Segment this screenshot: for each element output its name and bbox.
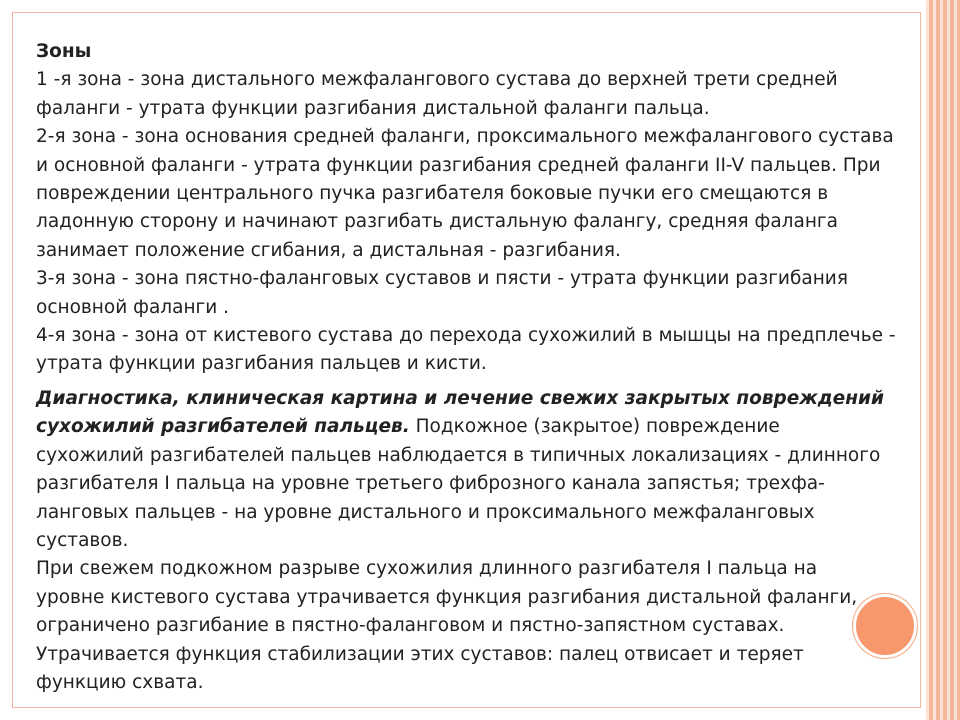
zone-1 (36, 66, 921, 123)
diagnostics-heading-line-1: Диагностика, клиническая картина и лечение свежих закрытых повреждений (36, 387, 884, 409)
slide-content (36, 38, 921, 697)
rupture-line-4: Утрачивается функция стабилизации этих суставов: палец отвисает и теряет (36, 643, 804, 665)
rupture-paragraph (36, 555, 921, 697)
rupture-line-1: При свежем подкожном разрыве сухожилия длинного разгибателя I пальца на (36, 558, 818, 580)
diagnostics-heading-line-2 (36, 413, 921, 441)
diagnostics-line-6: суставов. (36, 529, 129, 551)
zone-2-line-4: ладонную сторону и начинают разгибать дистальную фалангу, средняя фаланга (36, 211, 838, 233)
diagnostics-line-5: ланговых пальцев - на уровне дистального и проксимального межфаланговых (36, 501, 815, 523)
zone-4 (36, 322, 921, 379)
zone-3-line-1: 3-я зона - зона пястно-фаланговых суставов и пясти - утрата функции разгибания (36, 268, 848, 290)
zone-1-line-1: 1 -я зона - зона дистального межфалангового сустава до верхней трети средней (36, 69, 838, 91)
zone-2-line-3: повреждении центрального пучка разгибателя боковые пучки его смещаются в (36, 183, 829, 205)
diagnostics-line-4: разгибателя I пальца на уровне третьего фиброзного канала запястья; трехфа- (36, 473, 825, 495)
zone-2 (36, 123, 921, 265)
zone-2-line-5: занимает положение сгибания, а дистальная - разгибания. (36, 239, 621, 261)
zone-3-line-2: основной фаланги . (36, 296, 230, 318)
zone-4-line-1: 4-я зона - зона от кистевого сустава до перехода сухожилий в мышцы на предплечье - (36, 325, 896, 347)
zone-3 (36, 265, 921, 322)
decorative-stripes (926, 0, 960, 720)
zone-1-line-2: фаланги - утрата функции разгибания дистальной фаланги пальца. (36, 97, 710, 119)
rupture-line-3: ограничено разгибание в пястно-фаланговом и пястно-запястном суставах. (36, 615, 785, 637)
rupture-line-2: уровне кистевого сустава утрачивается функция разгибания дистальной фаланги, (36, 586, 858, 608)
diagnostics-paragraph (36, 385, 921, 555)
zones-title: Зоны (36, 41, 92, 62)
zone-4-line-2: утрата функции разгибания пальцев и кисти. (36, 353, 487, 375)
zone-2-line-2: и основной фаланги - утрата функции разгибания средней фаланги II-V пальцев. При (36, 154, 881, 176)
diagnostics-heading-end: сухожилий разгибателей пальцев. (36, 416, 410, 438)
zone-2-line-1: 2-я зона - зона основания средней фаланги, проксимального межфалангового сустава (36, 126, 894, 148)
diagnostics-line-3: сухожилий разгибателей пальцев наблюдается в типичных локализациях - длинного (36, 444, 881, 466)
rupture-line-5: функцию схвата. (36, 671, 204, 693)
diagnostics-text-start: Подкожное (закрытое) повреждение (409, 416, 780, 438)
